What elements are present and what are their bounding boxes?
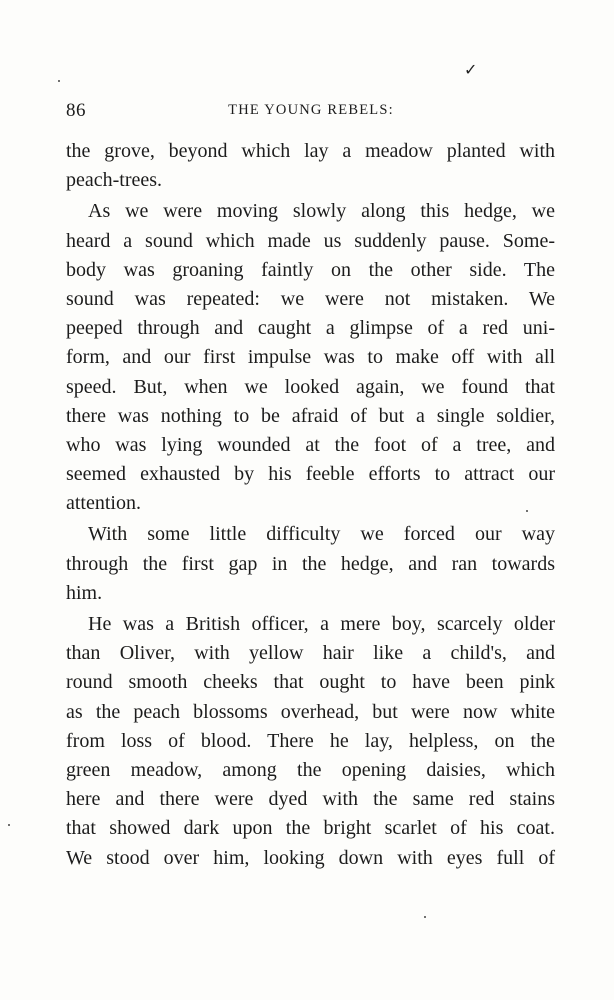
text-line: We stood over him, looking down with eyes full of [66,846,555,869]
text-line: peach-trees. [66,169,163,192]
text-line: who was lying wounded at the foot of a tree, and [66,433,555,456]
paragraph [66,197,555,518]
paper-speck [424,916,426,918]
text-line: than Oliver, with yellow hair like a child's, and [66,642,555,665]
text-line: as the peach blossoms overhead, but were now white [66,700,555,723]
pencil-check-mark: ✓ [464,60,478,79]
paper-speck [58,80,60,82]
text-line: the grove, beyond which lay a meadow planted with [66,140,555,162]
text-line: body was groaning faintly on the other side. The [66,258,555,281]
text-line: from loss of blood. There he lay, helpless, on the [66,729,555,752]
text-line: green meadow, among the opening daisies, which [66,758,555,781]
text-line: attention. [66,492,141,515]
paper-speck [8,824,10,826]
paper-speck [526,510,528,512]
text-line: peeped through and caught a glimpse of a red uni- [66,317,555,340]
text-line: As we were moving slowly along this hedge, we [88,200,555,223]
page-header [66,100,556,124]
text-line: With some little difficulty we forced our way [88,523,555,546]
running-head: THE YOUNG REBELS: [228,102,394,118]
text-line: that showed dark upon the bright scarlet of his coat. [66,817,555,840]
text-line: speed. But, when we looked again, we found that [66,375,555,398]
paragraph [66,520,555,608]
body-text [66,137,555,873]
text-line: seemed exhausted by his feeble efforts to attract our [66,463,555,486]
page-number: 86 [66,100,86,121]
text-line: He was a British officer, a mere boy, scarcely older [88,613,555,635]
text-line: form, and our first impulse was to make off with all [66,346,555,369]
text-line: heard a sound which made us suddenly pause. Some- [66,229,555,252]
paragraph [66,137,555,195]
text-line: him. [66,581,103,604]
text-line: round smooth cheeks that ought to have been pink [66,671,555,694]
text-line: here and there were dyed with the same red stains [66,788,555,811]
text-line: through the first gap in the hedge, and ran towards [66,552,555,575]
text-line: sound was repeated: we were not mistaken. We [66,287,555,310]
paragraph [66,610,555,873]
text-line: there was nothing to be afraid of but a single soldier, [66,404,555,427]
